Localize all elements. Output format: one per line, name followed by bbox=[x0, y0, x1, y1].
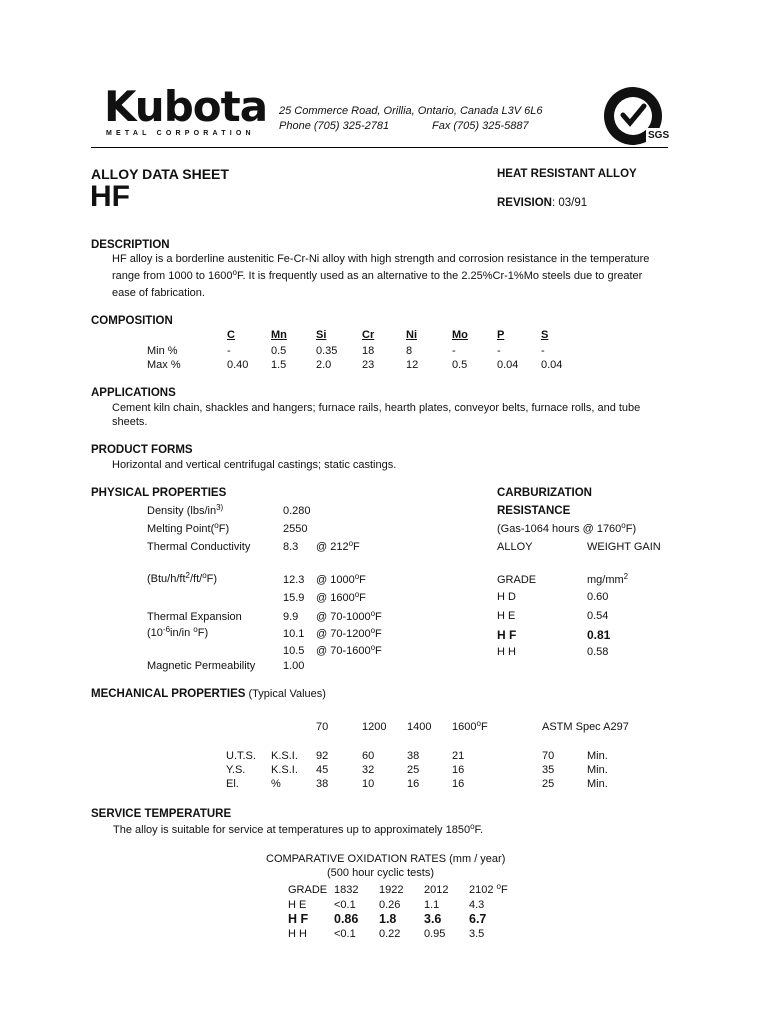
thermal-conductivity-temp: @ 1600$^o$F bbox=[316, 590, 366, 604]
carburization-gain: 0.60 bbox=[587, 591, 609, 603]
mechanical-spec-min: Min. bbox=[587, 778, 608, 790]
composition-element-mo: Mo bbox=[452, 329, 468, 341]
oxidation-grade: H H bbox=[288, 928, 307, 940]
mechanical-heading-line bbox=[91, 688, 326, 700]
mechanical-value: 21 bbox=[452, 750, 465, 762]
revision bbox=[497, 197, 587, 209]
composition-heading: COMPOSITION bbox=[91, 315, 173, 327]
composition-element-c: C bbox=[227, 329, 235, 341]
thermal-expansion-value: 9.9 bbox=[283, 611, 299, 623]
composition-min-value: 18 bbox=[362, 345, 375, 357]
certification-seal bbox=[600, 84, 670, 148]
melting-point-label: Melting Point($^o$F) bbox=[147, 521, 230, 535]
melting-point-value: 2550 bbox=[283, 523, 308, 535]
oxidation-header: 2012 bbox=[424, 884, 449, 896]
thermal-conductivity-value: 15.9 bbox=[283, 592, 305, 604]
mechanical-property: U.T.S. bbox=[226, 750, 256, 762]
description-line-2: range from 1000 to 1600$^o$F. It is frequently used as an alternative to the 2.25%Cr-1%Mo steels due to greater bbox=[112, 268, 643, 282]
oxidation-value: 1.1 bbox=[424, 899, 440, 911]
composition-element-cr: Cr bbox=[362, 329, 375, 341]
composition-element-si: Si bbox=[316, 329, 327, 341]
mechanical-unit: K.S.I. bbox=[271, 750, 298, 762]
oxidation-value: 0.86 bbox=[334, 912, 359, 926]
composition-min-value: - bbox=[452, 345, 456, 357]
mechanical-property: Y.S. bbox=[226, 764, 246, 776]
composition-min-value: - bbox=[497, 345, 501, 357]
revision-value: : 03/91 bbox=[551, 197, 588, 209]
composition-min-value: 0.35 bbox=[316, 345, 338, 357]
header-rule bbox=[91, 147, 668, 148]
composition-max-value: 23 bbox=[362, 359, 375, 371]
oxidation-header: GRADE bbox=[288, 884, 328, 896]
composition-max-value: 0.40 bbox=[227, 359, 249, 371]
cert-sgs-label: SGS bbox=[648, 130, 670, 141]
magnetic-permeability-value: 1.00 bbox=[283, 660, 305, 672]
oxidation-value: 0.26 bbox=[379, 899, 401, 911]
oxidation-value: 1.8 bbox=[379, 912, 397, 926]
composition-max-value: 12 bbox=[406, 359, 419, 371]
applications-heading: APPLICATIONS bbox=[91, 387, 176, 399]
mechanical-value: 32 bbox=[362, 764, 375, 776]
thermal-expansion-temp: @ 70-1000$^o$F bbox=[316, 609, 382, 623]
thermal-expansion-label: Thermal Expansion bbox=[147, 611, 242, 623]
mechanical-value: 16 bbox=[452, 764, 465, 776]
description-line-3: ease of fabrication. bbox=[112, 287, 205, 299]
mechanical-note: (Typical Values) bbox=[248, 688, 326, 700]
mechanical-value: 16 bbox=[407, 778, 420, 790]
thermal-expansion-value: 10.5 bbox=[283, 645, 305, 657]
carburization-col-unit: $mg/mm^2$ bbox=[587, 572, 629, 586]
density-value: 0.280 bbox=[283, 505, 311, 517]
applications-line-1: Cement kiln chain, shackles and hangers; furnace rails, hearth plates, conveyor belts, furnace rolls, and tube bbox=[112, 402, 641, 414]
thermal-conductivity-temp: @ 1000$^o$F bbox=[316, 572, 366, 586]
carburization-col-alloy: ALLOY bbox=[497, 541, 533, 553]
oxidation-value: 0.95 bbox=[424, 928, 446, 940]
astm-spec-label: ASTM Spec A297 bbox=[542, 721, 629, 733]
thermal-conductivity-value: 8.3 bbox=[283, 541, 299, 553]
carburization-grade: H E bbox=[497, 610, 516, 622]
thermal-conductivity-label: Thermal Conductivity bbox=[147, 541, 251, 553]
thermal-expansion-temp: @ 70-1600$^o$F bbox=[316, 643, 382, 657]
carburization-conditions: (Gas-1064 hours @ 1760$^o$F) bbox=[497, 521, 637, 535]
carburization-grade: H D bbox=[497, 591, 516, 603]
oxidation-header: 1832 bbox=[334, 884, 359, 896]
carburization-grade: H H bbox=[497, 646, 516, 658]
alloy-category: HEAT RESISTANT ALLOY bbox=[497, 168, 637, 180]
oxidation-value: 3.5 bbox=[469, 928, 485, 940]
revision-label: REVISION bbox=[497, 197, 552, 209]
mechanical-property: El. bbox=[226, 778, 239, 790]
thermal-expansion-unit: ($10^{-6}in/in$ $^o$F) bbox=[147, 625, 209, 639]
mechanical-unit: % bbox=[271, 778, 281, 790]
mechanical-temp-header: 1600$^o$F bbox=[452, 719, 488, 733]
alloy-name: HF bbox=[90, 180, 130, 213]
oxidation-subtitle: (500 hour cyclic tests) bbox=[327, 867, 434, 879]
carburization-gain: 0.81 bbox=[587, 628, 611, 642]
product-forms-text: Horizontal and vertical centrifugal castings; static castings. bbox=[112, 459, 397, 471]
composition-element-mn: Mn bbox=[271, 329, 287, 341]
composition-max-value: 0.04 bbox=[497, 359, 519, 371]
mechanical-value: 25 bbox=[407, 764, 420, 776]
composition-min-value: - bbox=[541, 345, 545, 357]
description-line-1: HF alloy is a borderline austenitic Fe-Cr-Ni alloy with high strength and corrosion resistance in the temperature bbox=[112, 253, 650, 265]
thermal-conductivity-temp: @ 212$^o$F bbox=[316, 539, 360, 553]
thermal-conductivity-value: 12.3 bbox=[283, 574, 305, 586]
composition-element-p: P bbox=[497, 329, 505, 341]
carburization-heading-2: RESISTANCE bbox=[497, 505, 571, 517]
carburization-col-gain: WEIGHT GAIN bbox=[587, 541, 661, 553]
company-logo: Kubota bbox=[104, 82, 268, 131]
mechanical-value: 45 bbox=[316, 764, 329, 776]
composition-min-value: 0.5 bbox=[271, 345, 287, 357]
carburization-gain: 0.54 bbox=[587, 610, 609, 622]
mechanical-properties-heading: MECHANICAL PROPERTIES bbox=[91, 688, 246, 700]
composition-max-value: 0.5 bbox=[452, 359, 468, 371]
applications-line-2: sheets. bbox=[112, 416, 148, 428]
mechanical-spec-value: 70 bbox=[542, 750, 555, 762]
composition-min-label: Min % bbox=[147, 345, 178, 357]
company-fax: Fax (705) 325-5887 bbox=[432, 120, 529, 132]
composition-max-value: 2.0 bbox=[316, 359, 332, 371]
mechanical-temp-header: 70 bbox=[316, 721, 329, 733]
oxidation-value: 0.22 bbox=[379, 928, 401, 940]
composition-min-value: 8 bbox=[406, 345, 413, 357]
sheet-title: ALLOY DATA SHEET bbox=[91, 166, 229, 182]
carburization-col-grade: GRADE bbox=[497, 574, 537, 586]
composition-max-value: 0.04 bbox=[541, 359, 563, 371]
oxidation-grade: H E bbox=[288, 899, 307, 911]
thermal-conductivity-unit: $(Btu/h/ft^2/ft/^oF)$ bbox=[147, 571, 218, 585]
composition-element-s: S bbox=[541, 329, 549, 341]
mechanical-spec-value: 25 bbox=[542, 778, 555, 790]
oxidation-value: 3.6 bbox=[424, 912, 442, 926]
mechanical-value: 38 bbox=[407, 750, 420, 762]
mechanical-value: 38 bbox=[316, 778, 329, 790]
carburization-grade: H F bbox=[497, 628, 517, 642]
thermal-expansion-value: 10.1 bbox=[283, 628, 305, 640]
service-temperature-text: The alloy is suitable for service at temperatures up to approximately 1850$^o$F. bbox=[113, 822, 484, 836]
service-temperature-heading: SERVICE TEMPERATURE bbox=[91, 808, 232, 820]
description-heading: DESCRIPTION bbox=[91, 239, 170, 251]
product-forms-heading: PRODUCT FORMS bbox=[91, 444, 193, 456]
mechanical-value: 10 bbox=[362, 778, 375, 790]
physical-properties-heading: PHYSICAL PROPERTIES bbox=[91, 487, 227, 499]
mechanical-spec-value: 35 bbox=[542, 764, 555, 776]
oxidation-title: COMPARATIVE OXIDATION RATES (mm / year) bbox=[266, 853, 506, 865]
oxidation-value: <0.1 bbox=[334, 899, 356, 911]
mechanical-unit: K.S.I. bbox=[271, 764, 298, 776]
density-label: Density ($lbs/in^{3)}$ bbox=[147, 503, 224, 517]
composition-min-value: - bbox=[227, 345, 231, 357]
company-phone: Phone (705) 325-2781 bbox=[279, 120, 390, 132]
oxidation-value: 6.7 bbox=[469, 912, 487, 926]
magnetic-permeability-label: Magnetic Permeability bbox=[147, 660, 256, 672]
oxidation-value: 4.3 bbox=[469, 899, 485, 911]
oxidation-value: <0.1 bbox=[334, 928, 356, 940]
company-logo-subtitle: METAL CORPORATION bbox=[106, 130, 255, 137]
mechanical-value: 16 bbox=[452, 778, 465, 790]
composition-max-value: 1.5 bbox=[271, 359, 287, 371]
oxidation-header: 1922 bbox=[379, 884, 404, 896]
mechanical-value: 60 bbox=[362, 750, 375, 762]
carburization-gain: 0.58 bbox=[587, 646, 609, 658]
carburization-heading: CARBURIZATION bbox=[497, 487, 592, 499]
mechanical-value: 92 bbox=[316, 750, 329, 762]
thermal-expansion-temp: @ 70-1200$^o$F bbox=[316, 626, 382, 640]
oxidation-header: 2102 $^o$F bbox=[469, 882, 508, 896]
company-address: 25 Commerce Road, Orillia, Ontario, Canada L3V 6L6 bbox=[279, 105, 543, 117]
mechanical-temp-header: 1200 bbox=[362, 721, 387, 733]
composition-max-label: Max % bbox=[147, 359, 181, 371]
composition-element-ni: Ni bbox=[406, 329, 417, 341]
mechanical-temp-header: 1400 bbox=[407, 721, 432, 733]
mechanical-spec-min: Min. bbox=[587, 750, 608, 762]
oxidation-grade: H F bbox=[288, 912, 309, 926]
mechanical-spec-min: Min. bbox=[587, 764, 608, 776]
